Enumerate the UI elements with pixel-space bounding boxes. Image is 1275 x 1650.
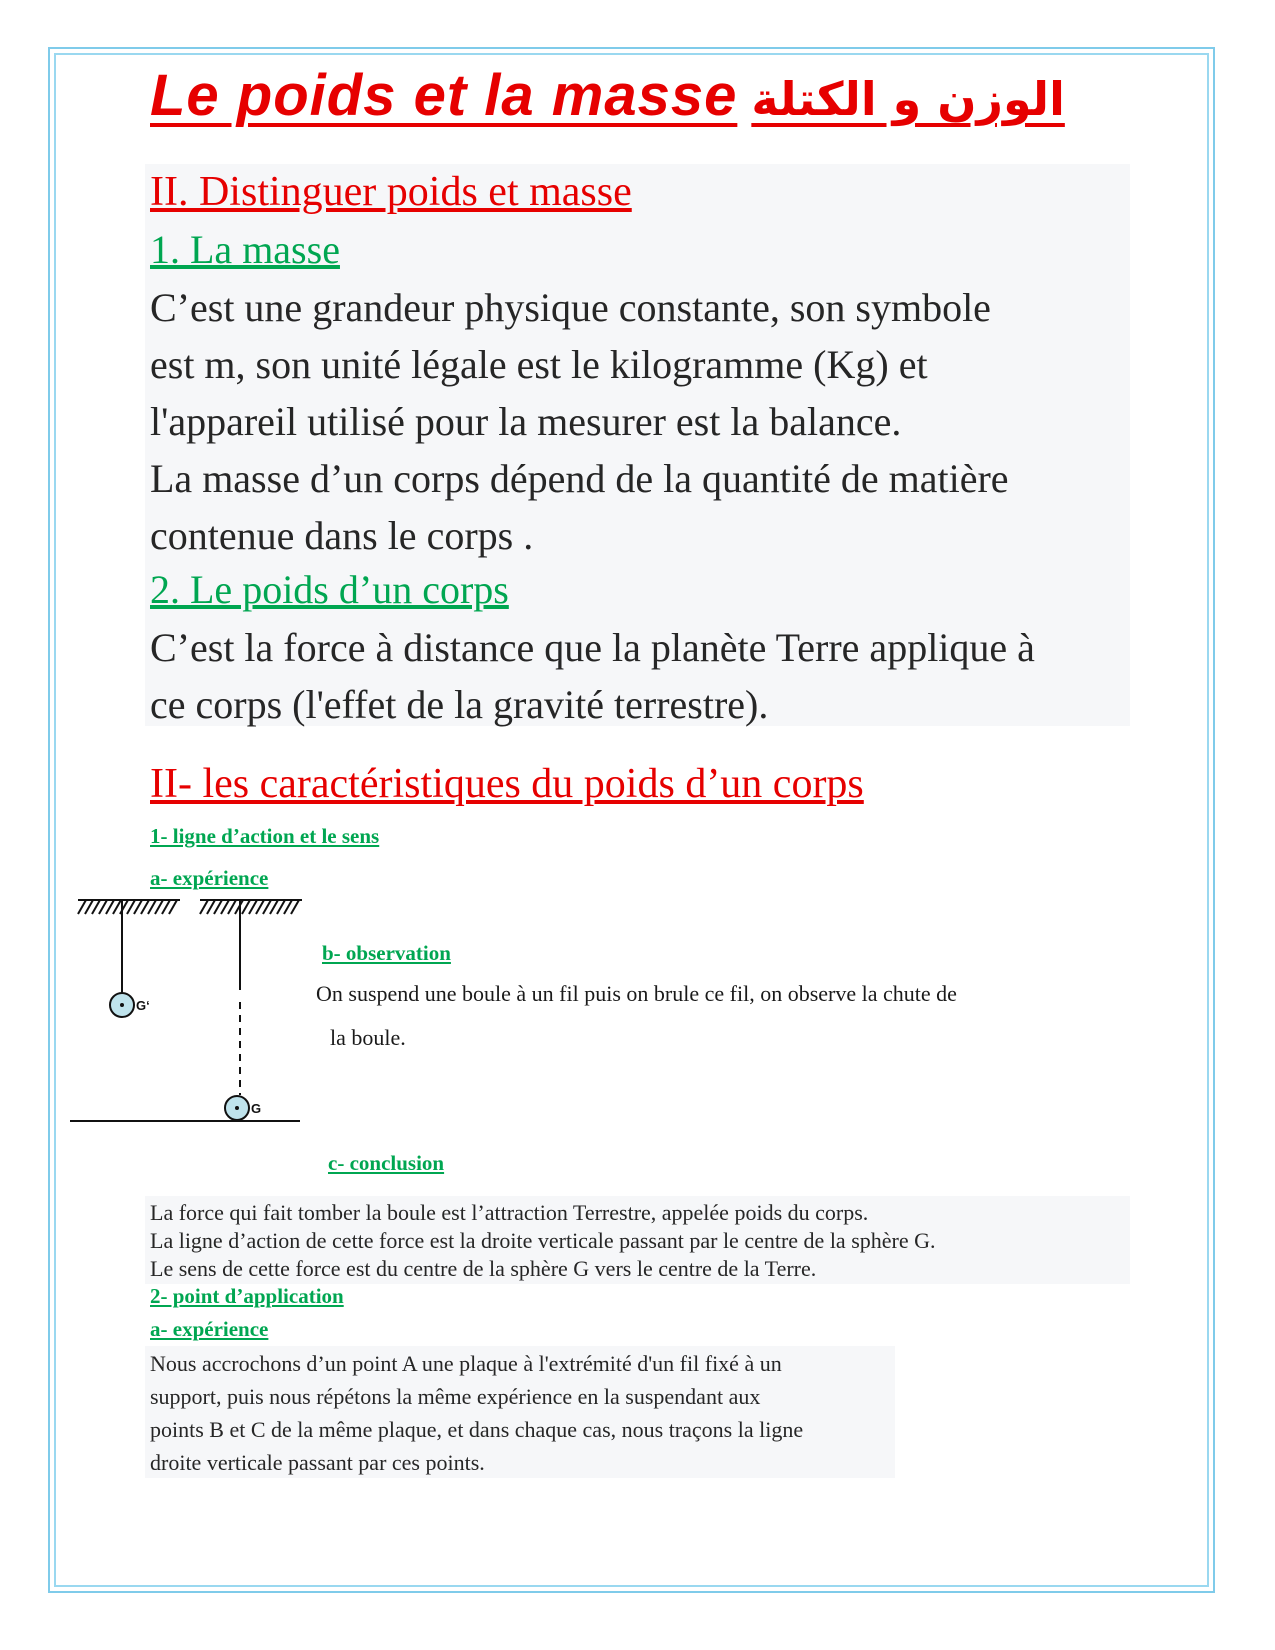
section2-heading: II- les caractéristiques du poids d’un corps: [150, 761, 864, 807]
subheading-observation: b- observation: [322, 941, 451, 965]
masse-line: est m, son unité légale est le kilogramme (Kg) et: [150, 342, 928, 387]
poids-line: ce corps (l'effet de la gravité terrestre).: [150, 682, 769, 727]
paragraph-line: support, puis nous répétons la même expérience en la suspendant aux: [150, 1384, 761, 1409]
poids-heading: 2. Le poids d’un corps: [150, 567, 509, 612]
conclusion-line: Le sens de cette force est du centre de la sphère G vers le centre de la Terre.: [150, 1256, 817, 1281]
experience-paragraph: [150, 1347, 803, 1479]
title-arabic: الوزن و الكتلة: [751, 72, 1065, 126]
paragraph-line: points B et C de la même plaque, et dans chaque cas, nous traçons la ligne: [150, 1417, 804, 1442]
poids-text: [150, 619, 1035, 733]
conclusion-text: [150, 1199, 936, 1283]
left-support: [78, 900, 180, 914]
subheading-experience: a- expérience: [150, 866, 269, 890]
masse-line: C’est une grandeur physique constante, son symbole: [150, 285, 991, 330]
masse-line: La masse d’un corps dépend de la quantité de matière: [150, 456, 1009, 501]
conclusion-line: La ligne d’action de cette force est la droite verticale passant par le centre de la sphère G.: [150, 1228, 936, 1253]
page-title: [150, 62, 1065, 129]
observation-line: On suspend une boule à un fil puis on brule ce fil, on observe la chute de: [316, 981, 957, 1006]
title-french: Le poids et la masse: [150, 63, 738, 128]
pendulum-diagram: [70, 892, 320, 1182]
subheading-conclusion: c- conclusion: [328, 1151, 445, 1175]
masse-line: contenue dans le corps .: [150, 513, 534, 558]
masse-text: [150, 279, 1009, 564]
subheading-experience-2: a- expérience: [150, 1317, 269, 1341]
conclusion-line: La force qui fait tomber la boule est l’attraction Terrestre, appelée poids du corps.: [150, 1200, 869, 1225]
section1-heading: II. Distinguer poids et masse: [150, 169, 632, 215]
ball-fallen-center: [235, 1106, 239, 1110]
subheading-ligne-action: 1- ligne d’action et le sens: [150, 824, 380, 848]
paragraph-line: droite verticale passant par ces points.: [150, 1450, 485, 1475]
subheading-point-application: 2- point d’application: [150, 1284, 344, 1308]
right-support: [200, 900, 302, 914]
label-g-prime: G‘: [136, 998, 150, 1013]
observation-line: la boule.: [330, 1025, 406, 1050]
poids-line: C’est la force à distance que la planète Terre applique à: [150, 625, 1035, 670]
paragraph-line: Nous accrochons d’un point A une plaque à l'extrémité d'un fil fixé à un: [150, 1351, 782, 1376]
masse-line: l'appareil utilisé pour la mesurer est la balance.: [150, 399, 902, 444]
label-g: G: [251, 1101, 262, 1116]
masse-heading: 1. La masse: [150, 227, 340, 272]
ball-suspended-center: [120, 1003, 124, 1007]
